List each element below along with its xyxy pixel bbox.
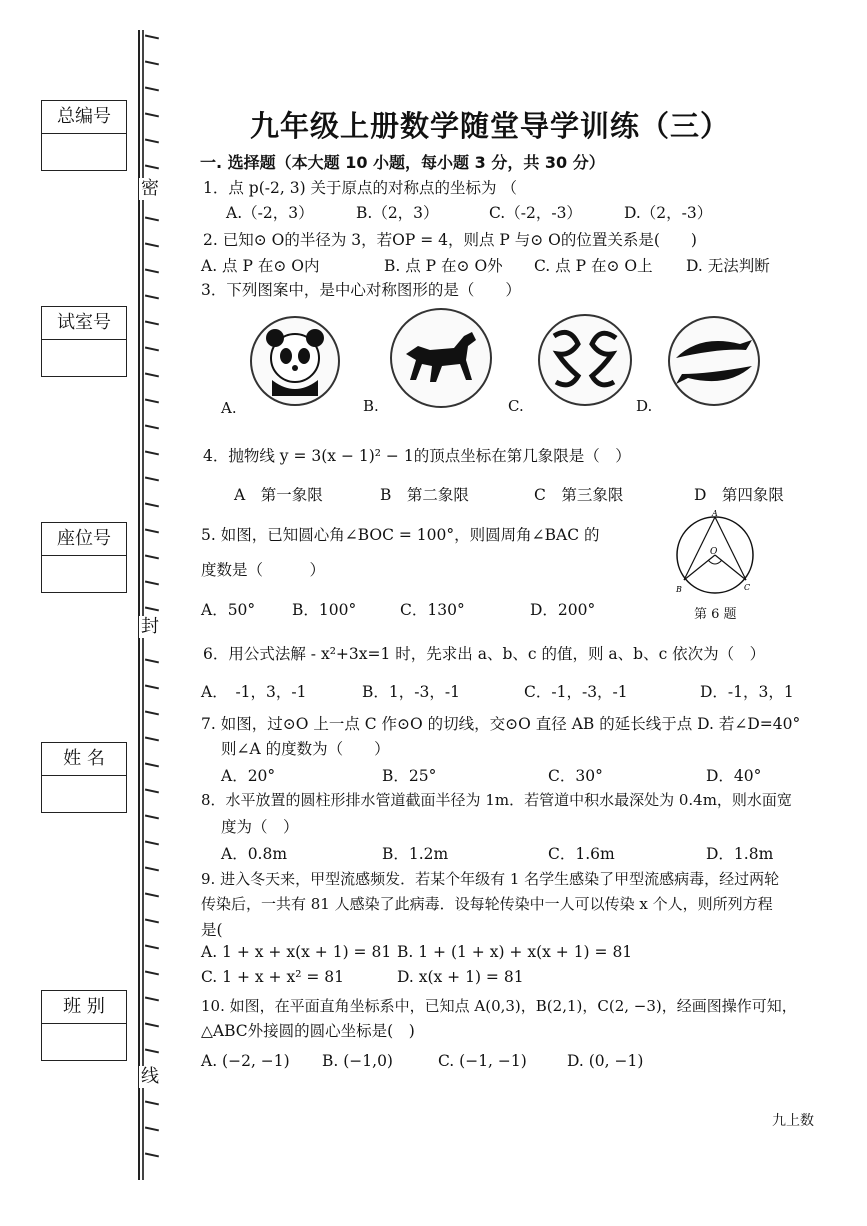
seal-tick (145, 711, 159, 715)
q9-option-c: C. 1 + x + x² = 81 (201, 968, 344, 986)
seal-tick (145, 165, 159, 169)
q6-option-c: C．-1，-3，-1 (524, 683, 628, 701)
seal-tick (145, 1023, 159, 1027)
seal-tick (145, 399, 159, 403)
q1-option-d: D.（2，-3） (624, 204, 713, 222)
seal-tick (145, 529, 159, 533)
seal-tick (145, 607, 159, 611)
seal-tick (145, 373, 159, 377)
box-blank[interactable] (42, 556, 126, 592)
seal-tick (145, 217, 159, 221)
seal-tick (145, 1127, 159, 1131)
seal-tick (145, 139, 159, 143)
box-blank[interactable] (42, 340, 126, 376)
q10-option-b: B. (−1,0) (322, 1052, 393, 1070)
section-header: 一. 选择题（本大题 10 小题，每小题 3 分，共 30 分） (200, 153, 605, 172)
seal-char: 线 (141, 1066, 159, 1087)
q5-option-c: C．130° (400, 601, 465, 619)
q3-option-b: B. (363, 397, 379, 415)
q10-option-c: C. (−1, −1) (438, 1052, 527, 1070)
seal-tick (145, 581, 159, 585)
q7-stem-line2: 则∠A 的度数为（ ） (221, 740, 390, 758)
seal-tick (145, 1153, 159, 1157)
seal-char: 密 (141, 178, 159, 199)
seal-tick (145, 347, 159, 351)
seal-tick (145, 815, 159, 819)
q5-stem-line2: 度数是（ ） (201, 561, 326, 579)
seal-tick (145, 451, 159, 455)
q6-option-a: A． -1，3，-1 (201, 683, 307, 701)
seal-tick (145, 685, 159, 689)
seal-tick (145, 997, 159, 1001)
q1-option-c: C.（-2，-3） (489, 204, 582, 222)
seal-tick (145, 1101, 159, 1105)
seal-tick (145, 945, 159, 949)
q1-stem: 1．点 p(-2, 3) 关于原点的对称点的坐标为 （ (203, 179, 517, 197)
panda-icon (250, 316, 340, 406)
box-blank[interactable] (42, 1024, 126, 1060)
q5-option-a: A．50° (201, 601, 256, 619)
q4-option-c: C 第三象限 (534, 486, 624, 504)
q7-option-c: C．30° (548, 767, 603, 785)
seal-tick (145, 295, 159, 299)
seal-tick (145, 1049, 159, 1053)
q5-option-d: D．200° (530, 601, 596, 619)
q6-option-b: B．1，-3，-1 (362, 683, 460, 701)
q5-stem-line1: 5. 如图，已知圆心角∠BOC = 100°，则圆周角∠BAC 的 (201, 526, 600, 544)
q4-option-d: D 第四象限 (694, 486, 784, 504)
q2-option-c: C. 点 P 在⊙ O上 (534, 257, 653, 275)
box-label: 姓 名 (42, 743, 126, 776)
page-title: 九年级上册数学随堂导学训练（三） (250, 109, 731, 143)
seal-tick (145, 659, 159, 663)
q7-stem-line1: 7. 如图，过⊙O 上一点 C 作⊙O 的切线，交⊙O 直径 AB 的延长线于点 D. 若∠D=40° (201, 715, 801, 733)
q4-option-a: A 第一象限 (234, 486, 323, 504)
q8-option-d: D．1.8m (706, 845, 774, 863)
point-label: B (676, 585, 682, 594)
q5-option-b: B．100° (292, 601, 357, 619)
seal-tick (145, 841, 159, 845)
seal-tick (145, 113, 159, 117)
q8-option-a: A．0.8m (221, 845, 288, 863)
q3-stem: 3．下列图案中，是中心对称图形的是（ ） (201, 281, 521, 299)
q8-stem-line1: 8．水平放置的圆柱形排水管道截面半径为 1m．若管道中积水最深处为 0.4m，则水面宽 (201, 791, 792, 809)
q8-option-c: C．1.6m (548, 845, 615, 863)
box-name (41, 742, 127, 813)
q4-option-b: B 第二象限 (380, 486, 469, 504)
q2-option-b: B. 点 P 在⊙ O外 (384, 257, 503, 275)
seal-tick (145, 737, 159, 741)
seal-tick (145, 763, 159, 767)
box-blank[interactable] (42, 134, 126, 170)
q9-stem-line2: 传染后，一共有 81 人感染了此病毒．设每轮传染中一人可以传染 x 个人，则所列方程 (201, 895, 773, 913)
q8-option-b: B．1.2m (382, 845, 449, 863)
seal-tick (145, 425, 159, 429)
point-label: C (744, 583, 751, 592)
point-label: A (712, 510, 718, 518)
seal-tick (145, 243, 159, 247)
seal-tick (145, 971, 159, 975)
q7-option-b: B．25° (382, 767, 437, 785)
q9-option-a: A. 1 + x + x(x + 1) = 81 (201, 943, 392, 961)
figure-caption: 第 6 题 (694, 607, 737, 622)
q1-option-b: B.（2，3） (356, 204, 439, 222)
q10-option-a: A. (−2, −1) (201, 1052, 290, 1070)
seal-tick (145, 477, 159, 481)
dragons-icon (538, 314, 632, 406)
q10-stem-line2: △ABC外接圆的圆心坐标是( ) (201, 1022, 415, 1040)
box-blank[interactable] (42, 776, 126, 812)
q9-stem-line3: 是( (201, 921, 223, 939)
q9-option-b: B. 1 + (1 + x) + x(x + 1) = 81 (397, 943, 633, 961)
seal-tick (145, 321, 159, 325)
seal-tick (145, 269, 159, 273)
seal-tick (145, 867, 159, 871)
q3-option-c: C. (508, 397, 524, 415)
q2-option-d: D. 无法判断 (686, 257, 770, 275)
q9-option-d: D. x(x + 1) = 81 (397, 968, 524, 986)
point-label: O (710, 547, 718, 557)
seal-tick (145, 555, 159, 559)
q2-stem: 2. 已知⊙ O的半径为 3，若OP = 4，则点 P 与⊙ O的位置关系是( ) (203, 231, 697, 249)
seal-tick (145, 61, 159, 65)
q7-option-d: D．40° (706, 767, 762, 785)
q6-option-d: D．-1，3，1 (700, 683, 794, 701)
q2-option-a: A. 点 P 在⊙ O内 (201, 257, 320, 275)
seal-char: 封 (141, 616, 159, 637)
q3-option-d: D. (636, 397, 653, 415)
q1-option-a: A.（-2，3） (226, 204, 314, 222)
seal-tick (145, 919, 159, 923)
seal-binding-line (137, 30, 163, 1180)
q10-option-d: D. (0, −1) (567, 1052, 644, 1070)
seal-tick (145, 789, 159, 793)
box-label: 总编号 (42, 101, 126, 134)
box-label: 试室号 (42, 307, 126, 340)
box-total-number (41, 100, 127, 171)
dolphins-icon (668, 316, 760, 406)
box-seat-number (41, 522, 127, 593)
horse-icon (390, 308, 492, 408)
q10-stem-line1: 10. 如图，在平面直角坐标系中，已知点 A(0,3)，B(2,1)，C(2, −3)，经画图操作可知， (201, 997, 797, 1015)
seal-tick (145, 503, 159, 507)
box-class (41, 990, 127, 1061)
box-label: 座位号 (42, 523, 126, 556)
q4-stem: 4．抛物线 y = 3(x − 1)² − 1的顶点坐标在第几象限是（ ） (203, 447, 631, 465)
box-label: 班 别 (42, 991, 126, 1024)
circle-angle-figure (670, 510, 760, 610)
q6-stem: 6．用公式法解 - x²+3x=1 时，先求出 a、b、c 的值，则 a、b、c 依次为（ ） (203, 645, 766, 663)
box-room-number (41, 306, 127, 377)
q7-option-a: A．20° (221, 767, 276, 785)
seal-tick (145, 35, 159, 39)
seal-tick (145, 87, 159, 91)
seal-tick (145, 893, 159, 897)
q3-option-a: A. (221, 399, 237, 417)
q9-stem-line1: 9. 进入冬天来，甲型流感频发．若某个年级有 1 名学生感染了甲型流感病毒，经过两轮 (201, 870, 780, 888)
q8-stem-line2: 度为（ ） (221, 818, 299, 836)
footer-note: 九上数 (772, 1113, 814, 1129)
